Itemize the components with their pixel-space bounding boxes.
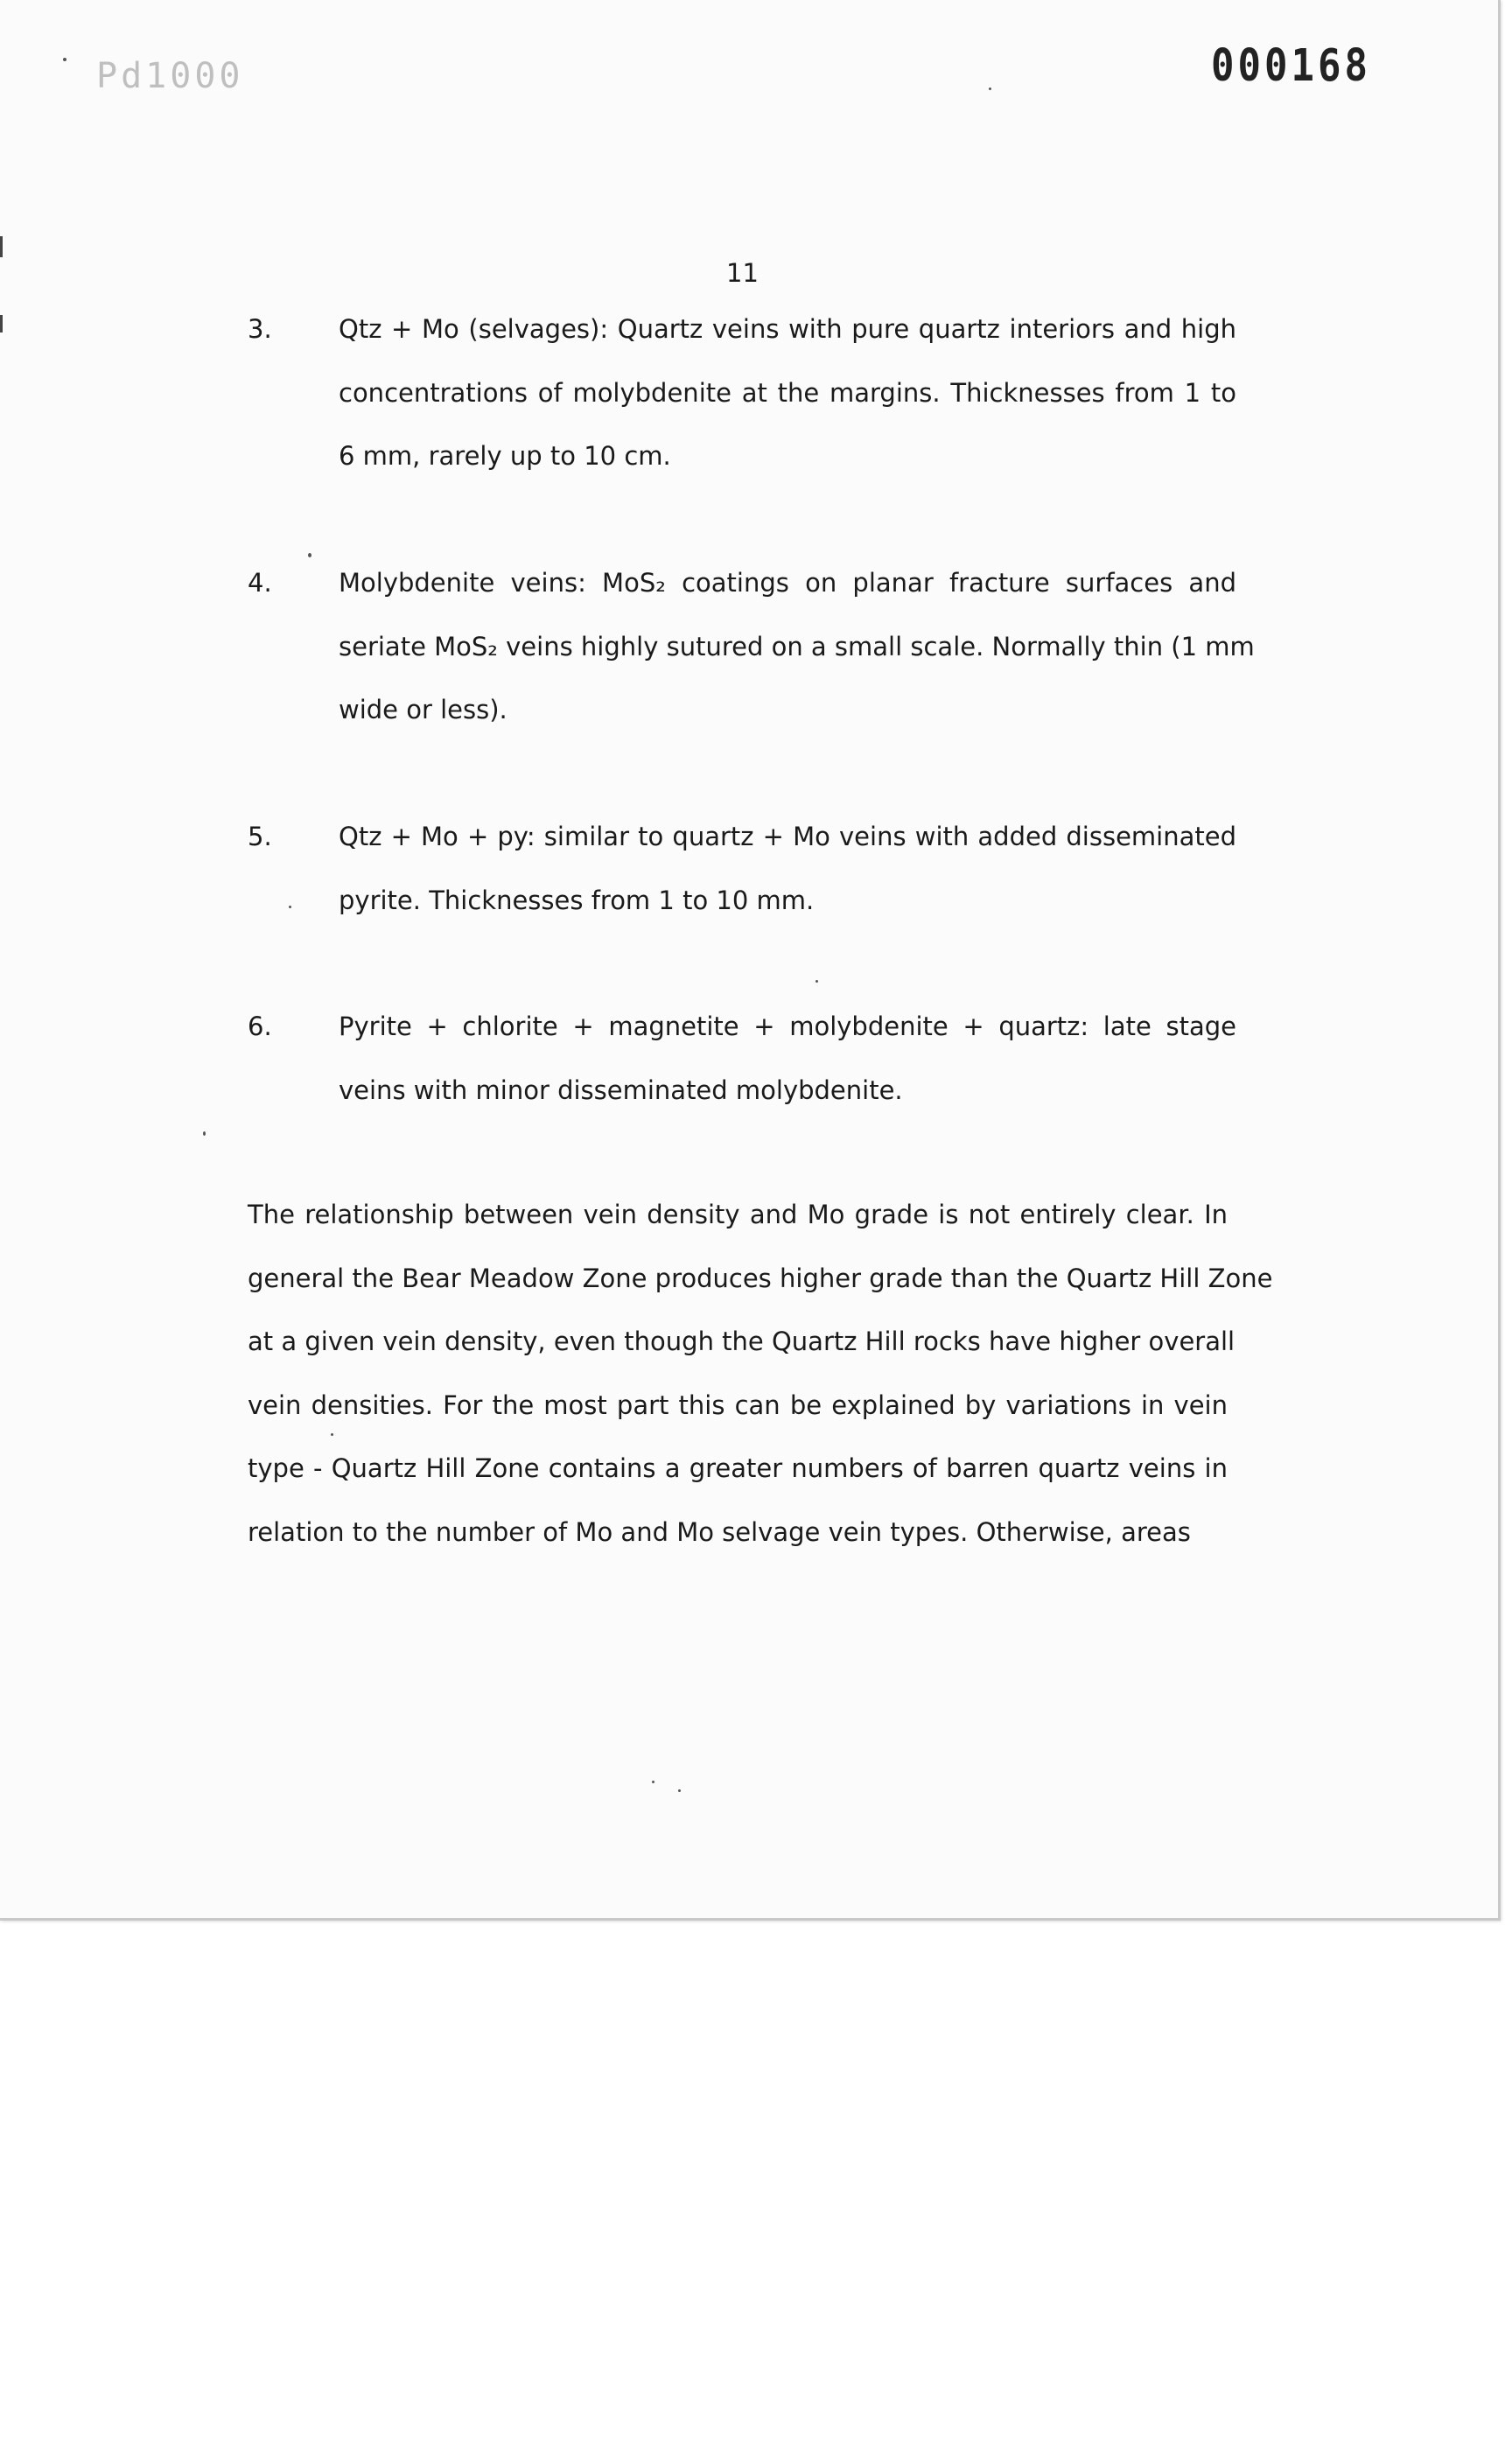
text-line: relation to the number of Mo and Mo selvage vein types. Otherwise, areas (248, 1516, 1191, 1547)
text-line: at a given vein density, even though the Quartz Hill rocks have higher overall (248, 1326, 1236, 1356)
list-item (248, 995, 1236, 1122)
list-item (248, 805, 1236, 932)
list-item-text (339, 805, 1236, 932)
scan-speck (816, 980, 818, 983)
scan-speck (289, 906, 291, 908)
list-item-number: 4. (248, 568, 272, 598)
text-line: pyrite. Thicknesses from 1 to 10 mm. (339, 885, 815, 915)
faded-stamp-number: Pd1000 (96, 56, 244, 96)
scan-speck (989, 88, 991, 90)
scan-speck (652, 1781, 654, 1783)
text-line: veins with minor disseminated molybdenite. (339, 1074, 903, 1105)
text-line: The relationship between vein density and Mo grade is not entirely clear. In (248, 1200, 1228, 1229)
text-line: vein densities. For the most part this can be explained by variations in vein (248, 1390, 1228, 1420)
scan-margin-mark (0, 236, 3, 257)
scan-speck (203, 1131, 206, 1136)
text-line: concentrations of molybdenite at the margins. Thicknesses from 1 to (339, 377, 1236, 408)
scan-margin-mark (0, 315, 3, 332)
list-item-number: 6. (248, 1012, 272, 1041)
scan-speck (678, 1789, 681, 1792)
list-item-text (339, 995, 1236, 1122)
text-line: general the Bear Meadow Zone produces higher grade than the Quartz Hill Zone (248, 1263, 1273, 1293)
list-item-number: 3. (248, 314, 272, 344)
text-line: Qtz + Mo + py: similar to quartz + Mo veins with added disseminated (339, 822, 1236, 851)
text-line: Pyrite + chlorite + magnetite + molybdenite + quartz: late stage (339, 1012, 1236, 1041)
body-paragraph (248, 1183, 1273, 1564)
list-item-text (339, 298, 1236, 488)
list-item-number: 5. (248, 822, 272, 851)
scan-speck (331, 1433, 333, 1436)
scan-speck (308, 553, 312, 557)
list-item-text (339, 551, 1255, 742)
page-number: 11 (726, 258, 759, 288)
text-line: seriate MoS₂ veins highly sutured on a small scale. Normally thin (1 mm (339, 631, 1255, 662)
bates-stamp-number: 000168 (1211, 40, 1371, 92)
list-item (248, 551, 1255, 742)
text-line: Molybdenite veins: MoS₂ coatings on planar fracture surfaces and (339, 568, 1236, 598)
text-line: 6 mm, rarely up to 10 cm. (339, 441, 671, 471)
text-line: wide or less). (339, 695, 508, 724)
text-line: Qtz + Mo (selvages): Quartz veins with pure quartz interiors and high (339, 314, 1236, 344)
text-line: type - Quartz Hill Zone contains a greater numbers of barren quartz veins in (248, 1453, 1228, 1483)
scan-speck (63, 58, 66, 61)
list-item (248, 298, 1236, 488)
